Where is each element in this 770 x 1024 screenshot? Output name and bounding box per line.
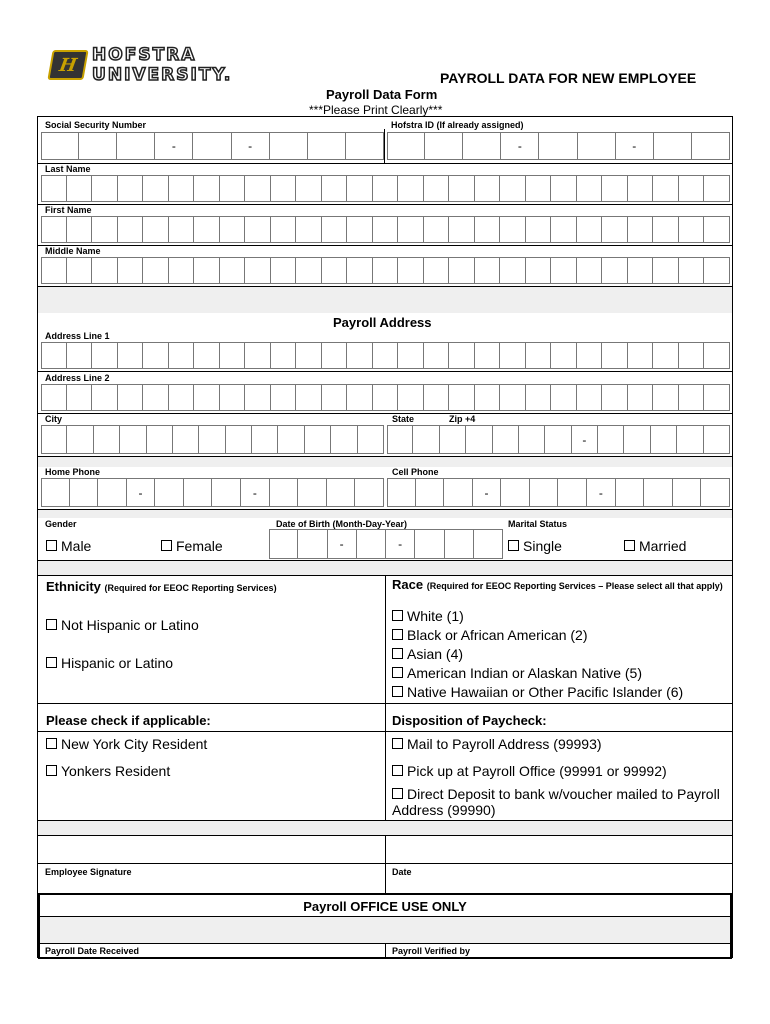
char-box[interactable] (679, 216, 705, 243)
char-box[interactable] (704, 342, 730, 369)
address2-boxes[interactable] (41, 384, 730, 411)
race-hawaiian-option[interactable]: Native Hawaiian or Other Pacific Islander (6) (392, 684, 683, 700)
home-phone-boxes[interactable] (41, 478, 384, 507)
char-box[interactable] (220, 384, 246, 411)
char-box[interactable] (398, 342, 424, 369)
char-box[interactable] (577, 175, 603, 202)
char-box[interactable] (147, 425, 173, 454)
char-box[interactable] (92, 384, 118, 411)
char-box[interactable] (269, 529, 298, 559)
char-box[interactable]: - (155, 132, 193, 160)
char-box[interactable] (653, 384, 679, 411)
race-title: Race (Required for EEOC Reporting Services – Please select all that apply) (392, 577, 723, 592)
char-box[interactable]: - (616, 132, 654, 160)
char-box[interactable] (305, 425, 331, 454)
char-box[interactable] (373, 216, 399, 243)
char-box[interactable] (120, 425, 146, 454)
char-box[interactable] (41, 342, 67, 369)
char-box[interactable] (466, 425, 492, 454)
char-box[interactable] (220, 216, 246, 243)
char-box[interactable] (551, 216, 577, 243)
char-box[interactable] (653, 342, 679, 369)
char-box[interactable] (475, 175, 501, 202)
char-box[interactable] (398, 175, 424, 202)
char-box[interactable] (296, 384, 322, 411)
gender-female-option[interactable]: Female (161, 538, 223, 554)
form-subtitle: Payroll Data Form (326, 87, 438, 102)
char-box[interactable] (577, 342, 603, 369)
nyc-resident-option[interactable]: New York City Resident (46, 736, 207, 752)
char-box[interactable] (117, 132, 155, 160)
char-box[interactable] (245, 216, 271, 243)
char-box[interactable] (500, 342, 526, 369)
char-box[interactable] (298, 529, 327, 559)
char-box[interactable] (199, 425, 225, 454)
checkbox-icon[interactable] (392, 788, 403, 799)
first-name-boxes[interactable] (41, 216, 730, 243)
char-box[interactable] (173, 425, 199, 454)
char-box[interactable] (679, 257, 705, 284)
char-box[interactable] (526, 342, 552, 369)
char-box[interactable] (355, 478, 384, 507)
city-label: City (45, 414, 63, 424)
char-box[interactable] (704, 384, 730, 411)
char-box[interactable] (41, 175, 67, 202)
char-box[interactable] (424, 175, 450, 202)
checkbox-icon[interactable] (46, 619, 57, 630)
print-clearly-note: ***Please Print Clearly*** (309, 103, 443, 117)
checkbox-icon[interactable] (624, 540, 635, 551)
char-box[interactable] (296, 175, 322, 202)
race-black-option[interactable]: Black or African American (2) (392, 627, 588, 643)
last-name-boxes[interactable] (41, 175, 730, 202)
char-box[interactable] (155, 478, 184, 507)
char-box[interactable] (169, 257, 195, 284)
char-box[interactable]: - (386, 529, 415, 559)
char-box[interactable] (347, 384, 373, 411)
char-box[interactable] (271, 384, 297, 411)
char-box[interactable] (704, 425, 730, 454)
char-box[interactable] (424, 342, 450, 369)
ethnicity-not-hispanic-option[interactable]: Not Hispanic or Latino (46, 617, 199, 633)
char-box[interactable] (551, 384, 577, 411)
char-box[interactable] (679, 384, 705, 411)
char-box[interactable] (475, 257, 501, 284)
yonkers-resident-option[interactable]: Yonkers Resident (46, 763, 170, 779)
char-box[interactable] (653, 175, 679, 202)
char-box[interactable] (67, 384, 93, 411)
char-box[interactable] (474, 529, 503, 559)
char-box[interactable] (322, 384, 348, 411)
char-box[interactable] (220, 342, 246, 369)
char-box[interactable] (551, 257, 577, 284)
char-box[interactable] (271, 342, 297, 369)
char-box[interactable] (526, 175, 552, 202)
char-box[interactable] (653, 257, 679, 284)
char-box[interactable] (143, 257, 169, 284)
char-box[interactable] (143, 175, 169, 202)
char-box[interactable] (704, 257, 730, 284)
char-box[interactable] (398, 384, 424, 411)
char-box[interactable] (169, 216, 195, 243)
char-box[interactable] (296, 342, 322, 369)
char-box[interactable] (500, 257, 526, 284)
zip-label: Zip +4 (449, 414, 476, 424)
char-box[interactable] (558, 478, 587, 507)
char-box[interactable] (628, 216, 654, 243)
char-box[interactable] (245, 175, 271, 202)
office-use-section (38, 893, 732, 959)
payroll-address-title: Payroll Address (333, 315, 432, 330)
marital-label: Marital Status (508, 519, 568, 529)
city-boxes[interactable] (41, 425, 384, 454)
char-box[interactable] (387, 478, 416, 507)
char-box[interactable] (143, 384, 169, 411)
ethnicity-title: Ethnicity (Required for EEOC Reporting Services) (46, 579, 277, 594)
char-box[interactable] (644, 478, 673, 507)
char-box[interactable] (416, 478, 445, 507)
date-label: Date (392, 867, 412, 877)
char-box[interactable] (387, 132, 425, 160)
char-box[interactable] (602, 257, 628, 284)
char-box[interactable] (98, 478, 127, 507)
char-box[interactable] (296, 257, 322, 284)
char-box[interactable] (679, 342, 705, 369)
char-box[interactable] (79, 132, 117, 160)
address1-label: Address Line 1 (45, 331, 110, 341)
dob-boxes[interactable] (269, 529, 503, 559)
payroll-form (37, 116, 733, 958)
char-box[interactable] (92, 216, 118, 243)
char-box[interactable] (628, 175, 654, 202)
char-box[interactable] (602, 342, 628, 369)
char-box[interactable] (704, 175, 730, 202)
signature-label: Employee Signature (45, 867, 132, 877)
char-box[interactable] (271, 257, 297, 284)
char-box[interactable] (347, 175, 373, 202)
char-box[interactable] (41, 478, 70, 507)
char-box[interactable] (449, 216, 475, 243)
char-box[interactable] (651, 425, 677, 454)
char-box[interactable] (673, 478, 702, 507)
char-box[interactable] (41, 132, 79, 160)
char-box[interactable] (475, 216, 501, 243)
marital-single-option[interactable]: Single (508, 538, 562, 554)
char-box[interactable] (545, 425, 571, 454)
char-box[interactable]: - (127, 478, 156, 507)
char-box[interactable] (67, 175, 93, 202)
char-box[interactable] (143, 216, 169, 243)
char-box[interactable] (398, 257, 424, 284)
char-box[interactable] (270, 132, 308, 160)
char-box[interactable] (220, 257, 246, 284)
char-box[interactable] (444, 478, 473, 507)
char-box[interactable]: - (241, 478, 270, 507)
marital-married-option[interactable]: Married (624, 538, 686, 554)
char-box[interactable] (373, 257, 399, 284)
race-american-indian-option[interactable]: American Indian or Alaskan Native (5) (392, 665, 642, 681)
char-box[interactable] (424, 216, 450, 243)
address1-boxes[interactable] (41, 342, 730, 369)
ssn-boxes[interactable] (41, 132, 384, 160)
checkbox-icon[interactable] (392, 738, 403, 749)
char-box[interactable] (271, 175, 297, 202)
char-box[interactable] (500, 384, 526, 411)
hofstra-id-label: Hofstra ID (If already assigned) (391, 120, 524, 130)
char-box[interactable] (245, 257, 271, 284)
char-box[interactable]: - (587, 478, 616, 507)
char-box[interactable] (322, 216, 348, 243)
logo-text: HOFSTRA UNIVERSITY. (92, 45, 233, 85)
char-box[interactable] (598, 425, 624, 454)
char-box[interactable] (92, 175, 118, 202)
char-box[interactable] (624, 425, 650, 454)
char-box[interactable] (67, 216, 93, 243)
char-box[interactable] (493, 425, 519, 454)
char-box[interactable] (194, 384, 220, 411)
char-box[interactable] (373, 384, 399, 411)
first-name-label: First Name (45, 205, 92, 215)
char-box[interactable] (577, 384, 603, 411)
checkbox-icon[interactable] (161, 540, 172, 551)
char-box[interactable] (169, 342, 195, 369)
char-box[interactable] (704, 216, 730, 243)
char-box[interactable] (92, 257, 118, 284)
char-box[interactable] (270, 478, 299, 507)
char-box[interactable] (449, 384, 475, 411)
char-box[interactable] (118, 216, 144, 243)
char-box[interactable] (530, 478, 559, 507)
char-box[interactable] (308, 132, 346, 160)
char-box[interactable] (440, 425, 466, 454)
home-phone-label: Home Phone (45, 467, 101, 477)
char-box[interactable] (445, 529, 474, 559)
char-box[interactable] (701, 478, 730, 507)
checkbox-icon[interactable] (46, 540, 57, 551)
char-box[interactable] (602, 175, 628, 202)
char-box[interactable] (169, 175, 195, 202)
hofstra-shield-icon: H (47, 50, 88, 80)
char-box[interactable] (373, 175, 399, 202)
char-box[interactable] (500, 216, 526, 243)
char-box[interactable] (67, 425, 93, 454)
checkbox-icon[interactable] (392, 686, 403, 697)
char-box[interactable] (331, 425, 357, 454)
char-box[interactable] (118, 342, 144, 369)
char-box[interactable] (519, 425, 545, 454)
address2-label: Address Line 2 (45, 373, 110, 383)
char-box[interactable] (628, 342, 654, 369)
char-box[interactable] (578, 132, 616, 160)
char-box[interactable] (169, 384, 195, 411)
char-box[interactable] (653, 216, 679, 243)
char-box[interactable] (628, 384, 654, 411)
last-name-label: Last Name (45, 164, 91, 174)
form-title: PAYROLL DATA FOR NEW EMPLOYEE (440, 70, 697, 86)
char-box[interactable] (577, 216, 603, 243)
char-box[interactable] (501, 478, 530, 507)
race-white-option[interactable]: White (1) (392, 608, 464, 624)
payroll-verified-by-label: Payroll Verified by (392, 946, 471, 956)
char-box[interactable] (194, 175, 220, 202)
char-box[interactable] (94, 425, 120, 454)
char-box[interactable] (296, 216, 322, 243)
direct-deposit-option[interactable]: Direct Deposit to bank w/voucher mailed to Payroll Address (99990) (392, 786, 720, 818)
char-box[interactable] (358, 425, 384, 454)
cell-phone-label: Cell Phone (392, 467, 439, 477)
mail-to-address-option[interactable]: Mail to Payroll Address (99993) (392, 736, 602, 752)
char-box[interactable] (449, 257, 475, 284)
char-box[interactable] (322, 342, 348, 369)
char-box[interactable] (449, 175, 475, 202)
checkbox-icon[interactable] (392, 667, 403, 678)
state-label: State (392, 414, 415, 424)
char-box[interactable] (526, 257, 552, 284)
char-box[interactable] (551, 342, 577, 369)
signature-area[interactable] (38, 836, 732, 864)
char-box[interactable] (245, 384, 271, 411)
char-box[interactable] (654, 132, 692, 160)
payroll-date-received-label: Payroll Date Received (45, 946, 140, 956)
char-box[interactable] (212, 478, 241, 507)
char-box[interactable] (67, 342, 93, 369)
char-box[interactable] (424, 384, 450, 411)
char-box[interactable] (70, 478, 99, 507)
char-box[interactable] (415, 529, 444, 559)
office-use-title: Payroll OFFICE USE ONLY (303, 899, 467, 914)
char-box[interactable] (92, 342, 118, 369)
char-box[interactable] (539, 132, 577, 160)
cell-phone-boxes[interactable] (387, 478, 730, 507)
char-box[interactable] (322, 257, 348, 284)
ssn-label: Social Security Number (45, 120, 147, 130)
char-box[interactable] (118, 175, 144, 202)
checkbox-icon[interactable] (46, 765, 57, 776)
checkbox-icon[interactable] (392, 648, 403, 659)
char-box[interactable] (602, 384, 628, 411)
char-box[interactable] (193, 132, 231, 160)
char-box[interactable] (278, 425, 304, 454)
checkbox-icon[interactable] (508, 540, 519, 551)
char-box[interactable] (692, 132, 730, 160)
char-box[interactable] (271, 216, 297, 243)
char-box[interactable] (41, 257, 67, 284)
applicable-title: Please check if applicable: (46, 713, 211, 728)
char-box[interactable] (143, 342, 169, 369)
char-box[interactable] (526, 384, 552, 411)
checkbox-icon[interactable] (392, 610, 403, 621)
char-box[interactable] (347, 257, 373, 284)
char-box[interactable] (41, 425, 67, 454)
char-box[interactable] (677, 425, 703, 454)
hofstra-logo (50, 45, 330, 85)
char-box[interactable] (373, 342, 399, 369)
char-box[interactable]: - (328, 529, 357, 559)
pickup-option[interactable]: Pick up at Payroll Office (99991 or 99992) (392, 763, 667, 779)
char-box[interactable] (41, 216, 67, 243)
char-box[interactable] (347, 342, 373, 369)
char-box[interactable] (357, 529, 386, 559)
char-box[interactable] (194, 216, 220, 243)
char-box[interactable] (67, 257, 93, 284)
char-box[interactable] (628, 257, 654, 284)
char-box[interactable] (577, 257, 603, 284)
checkbox-icon[interactable] (46, 657, 57, 668)
char-box[interactable] (425, 132, 463, 160)
char-box[interactable] (475, 384, 501, 411)
char-box[interactable] (424, 257, 450, 284)
char-box[interactable]: - (501, 132, 539, 160)
char-box[interactable]: - (473, 478, 502, 507)
char-box[interactable] (322, 175, 348, 202)
char-box[interactable] (226, 425, 252, 454)
char-box[interactable] (475, 342, 501, 369)
char-box[interactable] (387, 425, 413, 454)
char-box[interactable] (298, 478, 327, 507)
gender-label: Gender (45, 519, 77, 529)
char-box[interactable] (616, 478, 645, 507)
checkbox-icon[interactable] (392, 765, 403, 776)
state-zip-boxes[interactable] (387, 425, 730, 454)
char-box[interactable] (346, 132, 384, 160)
char-box[interactable] (449, 342, 475, 369)
char-box[interactable] (184, 478, 213, 507)
char-box[interactable]: - (572, 425, 598, 454)
char-box[interactable] (679, 175, 705, 202)
char-box[interactable]: - (232, 132, 270, 160)
char-box[interactable] (118, 257, 144, 284)
char-box[interactable] (327, 478, 356, 507)
ethnicity-hispanic-option[interactable]: Hispanic or Latino (46, 655, 173, 671)
char-box[interactable] (500, 175, 526, 202)
char-box[interactable] (413, 425, 439, 454)
char-box[interactable] (347, 216, 373, 243)
middle-name-boxes[interactable] (41, 257, 730, 284)
gender-male-option[interactable]: Male (46, 538, 91, 554)
char-box[interactable] (252, 425, 278, 454)
race-asian-option[interactable]: Asian (4) (392, 646, 463, 662)
checkbox-icon[interactable] (46, 738, 57, 749)
checkbox-icon[interactable] (392, 629, 403, 640)
char-box[interactable] (220, 175, 246, 202)
char-box[interactable] (118, 384, 144, 411)
char-box[interactable] (194, 342, 220, 369)
disposition-title: Disposition of Paycheck: (392, 713, 547, 728)
char-box[interactable] (398, 216, 424, 243)
char-box[interactable] (194, 257, 220, 284)
hofstra-id-boxes[interactable] (387, 132, 730, 160)
dob-label: Date of Birth (Month-Day-Year) (276, 519, 408, 529)
char-box[interactable] (602, 216, 628, 243)
char-box[interactable] (526, 216, 552, 243)
char-box[interactable] (41, 384, 67, 411)
char-box[interactable] (551, 175, 577, 202)
char-box[interactable] (463, 132, 501, 160)
char-box[interactable] (245, 342, 271, 369)
middle-name-label: Middle Name (45, 246, 101, 256)
